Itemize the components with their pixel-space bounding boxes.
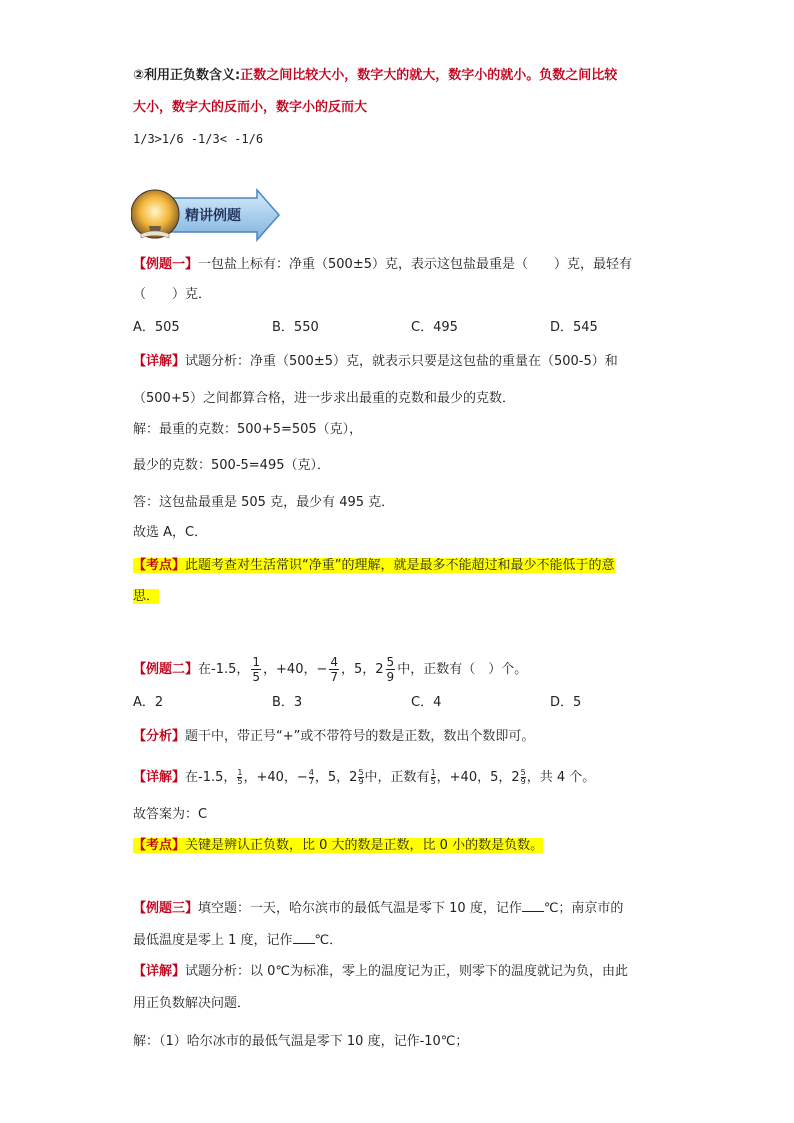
small-fraction-5-9 xyxy=(358,769,363,786)
ex2-detail-line xyxy=(133,768,595,788)
intro-rule-line1 xyxy=(133,66,617,86)
frac-num: 1 xyxy=(252,655,261,669)
ex2-q-mid1: ，+40，− xyxy=(263,662,328,677)
ex2-q-mid2: ，5，2 xyxy=(341,662,384,677)
ex2-d-mid1: ，+40，− xyxy=(243,770,308,785)
fraction-5-9 xyxy=(386,655,396,684)
banner-title: 精讲例题 xyxy=(185,208,241,224)
ex2-d-mid3: 中，正数有 xyxy=(364,770,430,785)
ex1-keypoint-line2 xyxy=(133,587,159,607)
ex1-q2: （ ）克． xyxy=(133,287,212,302)
ex2-d-pre: 在-1.5， xyxy=(185,770,237,785)
frac-den: 9 xyxy=(358,777,364,786)
ex1-d1: 试题分析：净重（500±5）克，就表示只要是这包盐的重量在（500-5）和 xyxy=(185,354,618,369)
ex1-d2: （500+5）之间都算合格，进一步求出最重的克数和最少的克数． xyxy=(133,391,515,406)
ex2-option-b: B．3 xyxy=(272,695,303,710)
ex3-question-line2 xyxy=(133,931,342,951)
ex2-d-mid2: ，5，2 xyxy=(314,770,358,785)
frac-den: 5 xyxy=(237,777,243,786)
ex1-question-line1 xyxy=(133,255,632,275)
intro-rule2: 大小，数字大的反而小，数字小的反而大 xyxy=(133,100,368,115)
section-banner xyxy=(131,186,281,242)
fraction-1-5 xyxy=(251,655,261,684)
frac-num: 5 xyxy=(386,655,395,669)
blank-line xyxy=(522,899,544,912)
ex1-detail-line1 xyxy=(133,352,618,372)
ex3-tag: 【例题三】 xyxy=(133,901,199,916)
ex3-q2a: 最低温度是零上 1 度，记作 xyxy=(133,933,293,948)
frac-num: 1 xyxy=(237,768,243,777)
intro-rule1: 正数之间比较大小，数字大的就大，数字小的就小。负数之间比较 xyxy=(240,68,618,83)
ex2-q-post: 中，正数有（ ）个。 xyxy=(397,662,528,677)
ex3-detail-line1 xyxy=(133,962,628,982)
ex2-detail-tag: 【详解】 xyxy=(133,770,186,785)
ex2-q-pre: 在-1.5， xyxy=(198,662,250,677)
ex1-tag: 【例题一】 xyxy=(133,257,199,272)
small-fraction-1-5 xyxy=(237,769,242,786)
ex1-kp2: 思． xyxy=(133,589,160,604)
ex1-s3: 答：这包盐最重是 505 克，最少有 495 克． xyxy=(133,495,395,510)
ex1-detail-tag: 【详解】 xyxy=(133,354,186,369)
frac-den: 5 xyxy=(430,777,436,786)
ex1-s1: 解：最重的克数：500+5=505（克）， xyxy=(133,422,363,437)
blank-line xyxy=(293,931,315,944)
intro-prefix: ②利用正负数含义: xyxy=(133,68,241,83)
ex1-s4: 故选 A，C． xyxy=(133,525,208,540)
ex3-detail-tag: 【详解】 xyxy=(133,964,186,979)
ex1-q1: 一包盐上标有：净重（500±5）克，表示这包盐最重是（ ）克，最轻有 xyxy=(198,257,632,272)
ex2-kp-tag: 【考点】 xyxy=(133,838,186,853)
ex1-option-b: B．550 xyxy=(272,320,319,335)
small-fraction-4-7 xyxy=(309,769,314,786)
ex2-question xyxy=(133,650,527,690)
ex2-option-c: C．4 xyxy=(411,695,442,710)
ex3-q1b: ℃；南京市的 xyxy=(543,901,624,916)
ex2-option-a: A．2 xyxy=(133,695,164,710)
ex2-answer: 故答案为：C xyxy=(133,807,208,822)
frac-num: 5 xyxy=(520,768,526,777)
frac-num: 5 xyxy=(358,768,364,777)
ex2-analysis: 题干中，带正号“+”或不带符号的数是正数，数出个数即可。 xyxy=(185,729,535,744)
ex1-option-d: D．545 xyxy=(550,320,598,335)
frac-den: 5 xyxy=(252,670,261,684)
small-fraction-1-5-b xyxy=(431,769,436,786)
ex1-option-a: A．505 xyxy=(133,320,180,335)
ex3-question-line1 xyxy=(133,899,623,919)
ex1-kp-tag: 【考点】 xyxy=(133,558,186,573)
fraction-4-7 xyxy=(329,655,339,684)
ex3-d2: 用正负数解决问题． xyxy=(133,996,251,1011)
ex2-tag: 【例题二】 xyxy=(133,662,199,677)
ex2-option-d: D．5 xyxy=(550,695,582,710)
ex2-d-mid4: ，+40，5，2 xyxy=(436,770,520,785)
ex3-q2b: ℃． xyxy=(314,933,343,948)
frac-num: 4 xyxy=(330,655,338,669)
frac-den: 7 xyxy=(330,670,338,684)
ex2-analysis-line xyxy=(133,727,534,747)
frac-den: 9 xyxy=(386,670,395,684)
ex2-keypoint-line xyxy=(133,836,543,856)
ex1-kp1: 此题考查对生活常识“净重”的理解，就是最多不能超过和最少不能低于的意 xyxy=(185,558,615,573)
frac-den: 7 xyxy=(308,777,314,786)
ex1-s2: 最少的克数：500-5=495（克）． xyxy=(133,458,330,473)
ex1-keypoint-line1 xyxy=(133,556,615,576)
intro-example: 1/3>1/6 -1/3< -1/6 xyxy=(133,132,264,146)
frac-den: 9 xyxy=(520,777,526,786)
ex3-q1a: 填空题：一天，哈尔滨市的最低气温是零下 10 度，记作 xyxy=(198,901,522,916)
small-fraction-5-9-b xyxy=(521,769,526,786)
ex3-d1: 试题分析：以 0℃为标准，零上的温度记为正，则零下的温度就记为负，由此 xyxy=(185,964,629,979)
ex1-option-c: C．495 xyxy=(411,320,458,335)
ex2-d-post: ，共 4 个。 xyxy=(526,770,596,785)
ex2-analysis-tag: 【分析】 xyxy=(133,729,186,744)
ex2-kp: 关键是辨认正负数，比 0 大的数是正数，比 0 小的数是负数。 xyxy=(185,838,544,853)
frac-num: 4 xyxy=(308,768,314,777)
frac-num: 1 xyxy=(430,768,436,777)
ex3-s1: 解：（1）哈尔冰市的最低气温是零下 10 度，记作-10℃； xyxy=(133,1034,469,1049)
